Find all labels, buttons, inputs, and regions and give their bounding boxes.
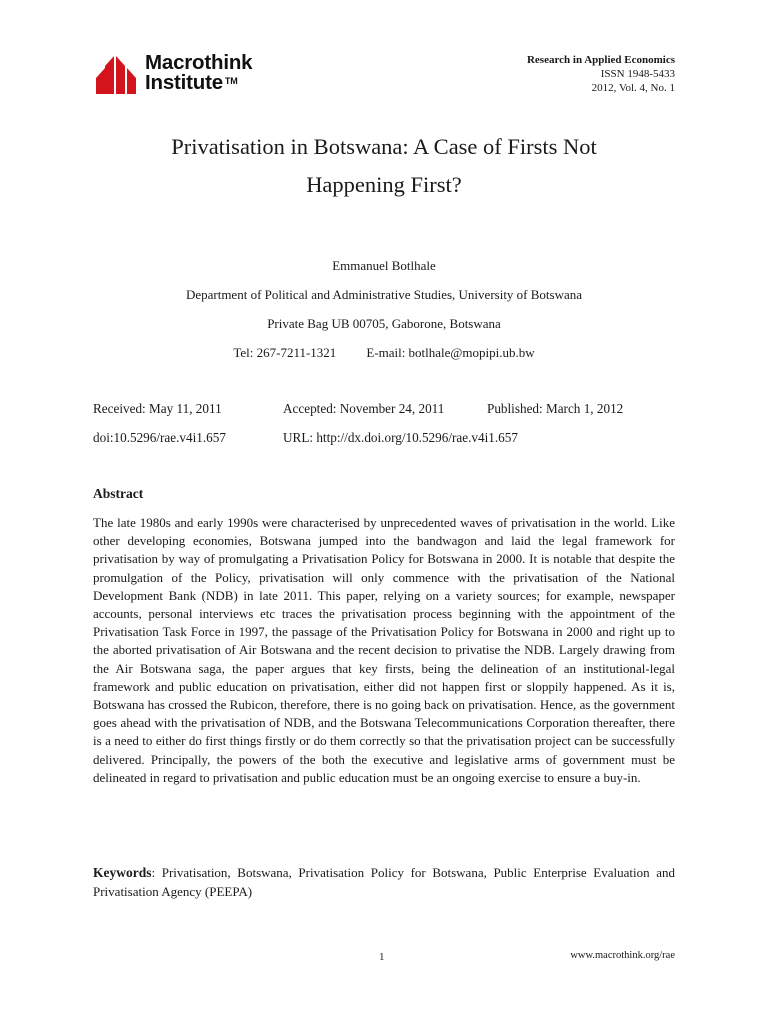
received-date: Received: May 11, 2011: [93, 401, 222, 416]
author-email: E-mail: botlhale@mopipi.ub.bw: [366, 345, 535, 360]
keywords-text: : Privatisation, Botswana, Privatisation Policy for Botswana, Public Enterprise Evaluation and Privatisation Agency (PEEPA): [93, 865, 675, 899]
author-contact: [60, 345, 708, 361]
author-name: Emmanuel Botlhale: [332, 258, 436, 273]
journal-info: [527, 53, 675, 95]
title-line1: Privatisation in Botswana: A Case of Firsts Not: [171, 134, 597, 159]
doi-url[interactable]: URL: http://dx.doi.org/10.5296/rae.v4i1.657: [283, 430, 518, 445]
journal-name: Research in Applied Economics: [526, 54, 675, 66]
doi: doi:10.5296/rae.v4i1.657: [93, 430, 226, 445]
page-number: 1: [379, 951, 385, 963]
title-line2: Happening First?: [306, 172, 462, 197]
logo-line2-text: Institute: [145, 71, 223, 94]
journal-issn: ISSN 1948-5433: [600, 68, 675, 80]
author-tel: Tel: 267-7211-1321: [233, 345, 337, 360]
footer-url[interactable]: www.macrothink.org/rae: [570, 950, 675, 961]
abstract-heading: Abstract: [93, 486, 144, 501]
logo-mark-icon: [94, 52, 140, 96]
published-date: Published: March 1, 2012: [487, 401, 624, 416]
accepted-date: Accepted: November 24, 2011: [283, 401, 445, 416]
trademark: TM: [224, 76, 238, 86]
author-address: Private Bag UB 00705, Gaborone, Botswana: [267, 316, 501, 331]
logo-line1: Macrothink: [145, 51, 253, 74]
logo-line2: [145, 73, 238, 93]
abstract-text: The late 1980s and early 1990s were characterised by unprecedented waves of privatisation in the world. Like other developing economies, Botswana jumped into the bandwagon and laid the legal framework for privatisation by way of promulgating a Privatisation Policy for Botswana in 2000. It is notable that despite the promulgation of the Policy, privatisation will only commence with the privatisation of the National Development Bank (NDB) in late 2011. This paper, relying on a variety sources; for example, newspaper accounts, personal interviews etc traces the privatisation process beginning with the appointment of the Privatisation Task Force in 1997, the passage of the Privatisation Policy for Botswana in 2000 and right up to the aborted privatisation of Air Botswana and the recent decision to privatise the NDB. Largely drawing from the Air Botswana saga, the paper argues that key firsts, being the delineation of an institutional-legal framework and public education on privatisation, either did not happen first or sloppily happened. As it is, Botswana has crossed the Rubicon, therefore, there is no going back on privatisation. Hence, as the government goes ahead with the privatisation of NDB, and the Botswana Telecommunications Corporation thereafter, there is a need to either do first things firstly or do them correctly so that the privatisation project can be successfully delivered. Principally, the powers of the both the executive and legislative arms of government must be delineated in regard to privatisation and public education must be an ongoing exercise to ensure a buy-in.: [93, 515, 675, 785]
macrothink-logo: [94, 52, 294, 96]
keywords-label: Keywords: [93, 865, 152, 880]
author-department: Department of Political and Administrative Studies, University of Botswana: [185, 287, 583, 302]
paper-title: [60, 128, 708, 204]
keywords: [93, 864, 675, 901]
journal-issue: 2012, Vol. 4, No. 1: [591, 82, 675, 94]
